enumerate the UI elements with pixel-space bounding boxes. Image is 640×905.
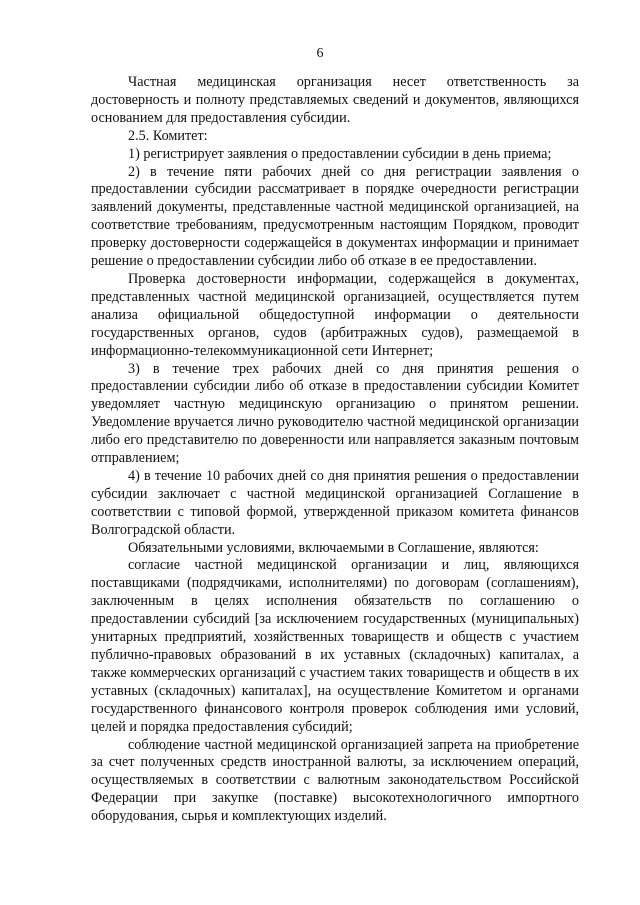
paragraph-mandatory-conditions: Обязательными условиями, включаемыми в Соглашение, являются: (128, 539, 539, 556)
paragraph-responsibility: Частная медицинская организация несет ответственность за достоверность и полноту представляемых сведений и документов, являющихся основанием для предоставления субсидии. (91, 74, 579, 126)
paragraph-item-1: 1) регистрирует заявления о предоставлении субсидии в день приема; (128, 145, 552, 162)
paragraph-item-3: 3) в течение трех рабочих дней со дня принятия решения о предоставлении субсидии либо об отказе в предоставлении субсидии Комитет уведомляет частную медицинскую организацию о принятом решении. Уведомление вручается лично руководителю частной медицинской организации либо его представителю по доверенности или направляется заказным почтовым отправлением; (91, 360, 579, 467)
paragraph-consent: согласие частной медицинской организации и лиц, являющихся поставщиками (подрядчиками, исполнителями) по договорам (соглашениям), заключенным в целях исполнения обязательств по соглашению о предоставлении субсидий [за исключением государственных (муниципальных) унитарных предприятий, хозяйственных товариществ и обществ с участием публично-правовых образований в их уставных (складочных) капиталах, а также коммерческих организаций с участием таких товариществ и обществ в их уставных (складочных) капиталах], на осуществление Комитетом и органами государственного финансового контроля проверок соблюдения ими условий, целей и порядка предоставления субсидий; (91, 557, 579, 735)
paragraph-prohibition: соблюдение частной медицинской организацией запрета на приобретение за счет полученных средств иностранной валюты, за исключением операций, осуществляемых в соответствии с валютным законодательством Российской Федерации при закупке (поставке) высокотехнологичного импортного оборудования, сырья и комплектующих изделий. (91, 736, 579, 825)
document-body (91, 74, 579, 826)
paragraph-verification: Проверка достоверности информации, содержащейся в документах, представленных частной медицинской организацией, осуществляется путем анализа официальной общедоступной информации о деятельности государственных органов, судов (арбитражных судов), размещаемой в информационно-телекоммуникационной сети Интернет; (91, 270, 579, 359)
page-number: 6 (316, 46, 324, 61)
paragraph-section-2-5: 2.5. Комитет: (128, 127, 208, 144)
paragraph-item-2: 2) в течение пяти рабочих дней со дня регистрации заявления о предоставлении субсидии рассматривает в порядке очередности регистрации заявлений документы, представленные частной медицинской организацией, на соответствие требованиям, предусмотренным настоящим Порядком, проводит проверку достоверности содержащейся в документах информации и принимает решение о предоставлении субсидии либо об отказе в ее предоставлении. (91, 163, 579, 270)
paragraph-item-4: 4) в течение 10 рабочих дней со дня принятия решения о предоставлении субсидии заключает с частной медицинской организацией Соглашение в соответствии с типовой формой, утвержденной приказом комитета финансов Волгоградской области. (91, 467, 579, 538)
